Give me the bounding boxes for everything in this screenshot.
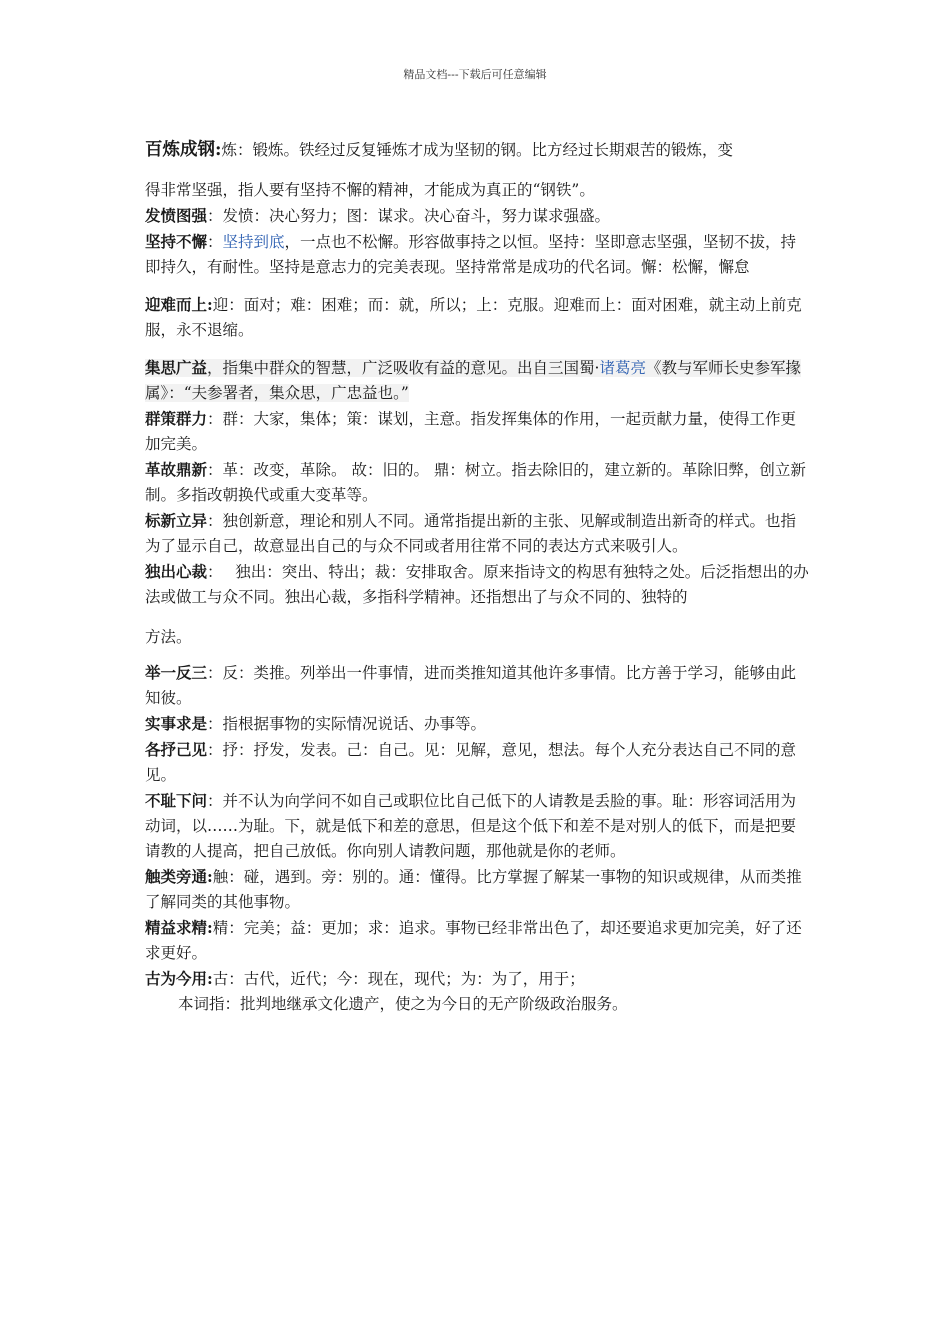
entry-jisi-guangyi xyxy=(145,355,810,406)
entry-guwei-jinyong xyxy=(145,966,810,992)
entry-definition: ，一点也不松懈。形容做事持之以恒。坚持：坚即意志坚强，坚韧不拔，持即持久，有耐性。坚持是意志力的完美表现。坚持常常是成功的代名词。懈：松懈，懈怠 xyxy=(145,233,797,276)
entry-juyi-fansan xyxy=(145,660,810,711)
entry-term: 触类旁通: xyxy=(145,867,213,886)
entry-definition-cont: 《教与军师长史参军掾属》：“夫参署者，集众思，广忠益也。” xyxy=(145,359,801,402)
entry-jingyi-qiujing xyxy=(145,915,810,966)
entry-shishi-qiushi xyxy=(145,711,810,737)
jianchi-daodi-link[interactable]: 坚持到底 xyxy=(222,233,285,251)
entry-bailian-chenggang-cont: 得非常坚强，指人要有坚持不懈的精神，才能成为真正的“钢铁”。 xyxy=(145,181,595,199)
entry-buchi-xiawen xyxy=(145,788,810,864)
entry-definition: ：抒：抒发，发表。己：自己。见：见解，意见，想法。每个人充分表达自己不同的意见。 xyxy=(145,741,797,784)
entry-term: 标新立异 xyxy=(145,511,208,530)
entry-guwei-jinyong-cont: 本词指：批判地继承文化遗产，使之为今日的无产阶级政治服务。 xyxy=(178,995,628,1013)
entry-definition: 炼：锻炼。铁经过反复锤炼才成为坚韧的钢。比方经过长期艰苦的锻炼，变 xyxy=(221,141,733,159)
entry-term: 精益求精: xyxy=(145,918,213,937)
highlighted-passage xyxy=(145,359,801,402)
entry-duchu-xincai xyxy=(145,559,810,610)
entry-definition: ：反：类推。列举出一件事情，进而类推知道其他许多事情。比方善于学习，能够由此知彼。 xyxy=(145,664,797,707)
entry-separator: ： xyxy=(207,233,223,251)
entry-gegu-dingxin xyxy=(145,457,810,508)
entry-term: 革故鼎新 xyxy=(145,460,208,479)
entry-definition: ：革：改变，革除。 故：旧的。 鼎：树立。指去除旧的，建立新的。革除旧弊，创立新制。多指改朝换代或重大变革等。 xyxy=(145,461,806,504)
entry-term: 群策群力 xyxy=(145,409,208,428)
entry-definition: 精：完美；益：更加；求：追求。事物已经非常出色了，却还要追求更加完美，好了还求更好。 xyxy=(145,919,802,962)
entry-fafen-tuqiang xyxy=(145,203,810,229)
entry-term: 坚持不懈 xyxy=(145,232,208,251)
entry-term: 不耻下问 xyxy=(145,791,208,810)
entry-chulei-pangtong xyxy=(145,864,810,915)
entry-term: 各抒己见 xyxy=(145,740,208,759)
entry-yingnan-ershang xyxy=(145,292,810,343)
entry-jianchi-buxie xyxy=(145,229,810,280)
entry-definition: ： 独出：突出、特出；裁：安排取舍。原来指诗文的构思有独特之处。后泛指想出的办法或做工与众不同。独出心裁，多指科学精神。还指想出了与众不同的、独特的 xyxy=(145,563,809,606)
zhuge-liang-link[interactable]: 诸葛亮 xyxy=(599,359,646,377)
entry-term: 举一反三 xyxy=(145,663,208,682)
entry-definition: ：并不认为向学问不如自己或职位比自己低下的人请教是丢脸的事。耻：形容词活用为动词，以……为耻。下，就是低下和差的意思，但是这个低下和差不是对别人的低下，而是把要请教的人提高，把自己放低。你向别人请教问题，那他就是你的老师。 xyxy=(145,792,797,860)
entry-term: 发愤图强 xyxy=(145,206,208,225)
entry-duchu-xincai-cont: 方法。 xyxy=(145,628,192,646)
entry-bailian-chenggang xyxy=(145,138,810,163)
entry-geshu-jijian xyxy=(145,737,810,788)
entry-definition: 古：古代，近代；今：现在，现代；为：为了，用于； xyxy=(212,970,585,988)
entry-term: 独出心裁 xyxy=(145,562,208,581)
entry-definition: ：指根据事物的实际情况说话、办事等。 xyxy=(207,715,487,733)
entry-term: 百炼成钢: xyxy=(145,140,222,160)
entry-definition: ，指集中群众的智慧，广泛吸收有益的意见。出自三国蜀· xyxy=(207,359,600,377)
entry-term: 实事求是 xyxy=(145,714,208,733)
entry-biaoxin-liyi xyxy=(145,508,810,559)
entry-definition: ：独创新意，理论和别人不同。通常指提出新的主张、见解或制造出新奇的样式。也指为了显示自己，故意显出自己的与众不同或者用往常不同的表达方式来吸引人。 xyxy=(145,512,797,555)
page-header: 精品文档---下载后可任意编辑 xyxy=(403,68,547,81)
entry-definition: 触：碰，遇到。旁：别的。通：懂得。比方掌握了解某一事物的知识或规律，从而类推了解同类的其他事物。 xyxy=(145,868,802,911)
entry-qunce-qunli xyxy=(145,406,810,457)
entry-definition: ：群：大家，集体；策：谋划，主意。指发挥集体的作用，一起贡献力量，使得工作更加完美。 xyxy=(145,410,797,453)
entry-term: 古为今用: xyxy=(145,969,213,988)
entry-term: 迎难而上: xyxy=(145,295,213,314)
document-body xyxy=(145,138,810,1017)
entry-term: 集思广益 xyxy=(145,358,208,377)
entry-definition: ：发愤：决心努力；图：谋求。决心奋斗，努力谋求强盛。 xyxy=(207,207,611,225)
entry-definition: 迎：面对；难：困难；而：就，所以；上：克服。迎难而上：面对困难，就主动上前克服，永不退缩。 xyxy=(145,296,802,339)
